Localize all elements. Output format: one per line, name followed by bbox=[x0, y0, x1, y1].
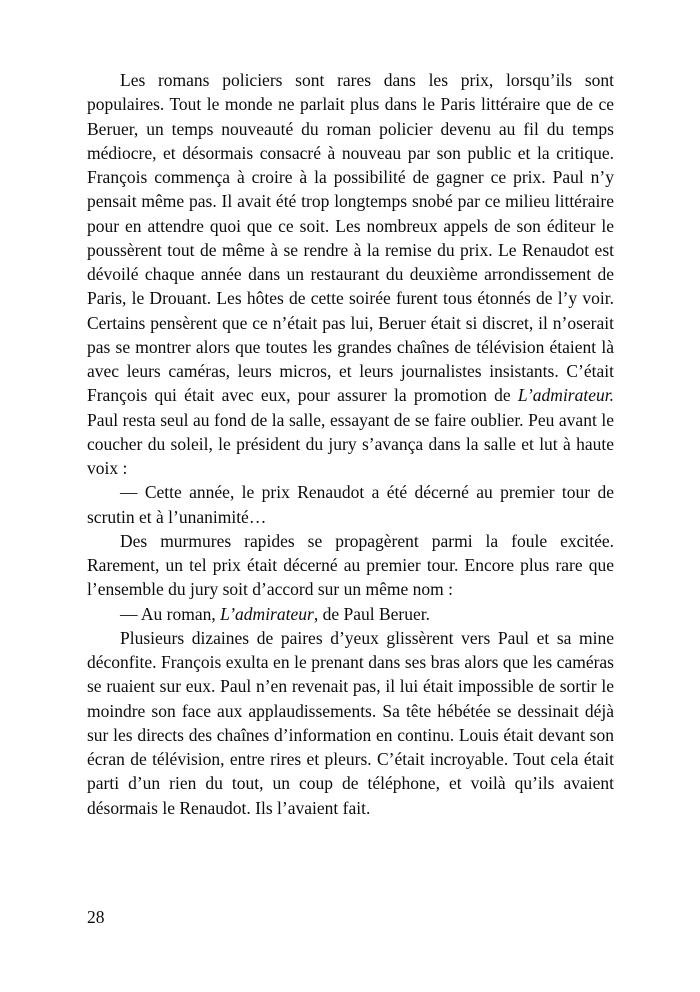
text-run: — Cette année, le prix Renaudot a été décerné au premier tour de scrutin et à l’unanimité… bbox=[87, 482, 614, 527]
text-run: Des murmures rapides se propagèrent parmi la foule excitée. Rarement, un tel prix était décerné au premier tour. Encore plus rare que l’ensemble du jury soit d’accord sur un même nom : bbox=[87, 530, 614, 600]
paragraph bbox=[87, 602, 614, 626]
paragraph bbox=[87, 529, 614, 602]
paragraph bbox=[87, 68, 614, 480]
page-number: 28 bbox=[87, 907, 105, 927]
text-run: — Au roman, bbox=[120, 603, 221, 624]
italic-run: L’admirateur. bbox=[517, 385, 614, 406]
italic-run: L’admirateur bbox=[220, 603, 314, 624]
text-run: Paul resta seul au fond de la salle, essayant de se faire oublier. Peu avant le coucher du soleil, le président du jury s’avança dans la salle et lut à haute voix : bbox=[87, 409, 614, 478]
paragraph bbox=[87, 626, 614, 820]
text-run: , de Paul Beruer. bbox=[313, 603, 430, 624]
text-block bbox=[87, 68, 614, 820]
text-run: Plusieurs dizaines de paires d’yeux glissèrent vers Paul et sa mine déconfite. François exulta en le prenant dans ses bras alors que les caméras se ruaient sur eux. Paul n’en revenait pas, il lui était impossible de sortir le moindre son face aux applaudissements. Sa tête hébétée se dessinait déjà sur les directs des chaînes d’information en continu. Louis était devant son écran de télévision, entre rires et pleurs. C’était incroyable. Tout cela était parti d’un rien du tout, un coup de téléphone, et voilà qu’ils avaient désormais le Renaudot. Ils l’avaient fait. bbox=[87, 627, 614, 818]
text-run: Les romans policiers sont rares dans les prix, lorsqu’ils sont populaires. Tout le monde ne parlait plus dans le Paris littéraire que de ce Beruer, un temps nouveauté du roman policier devenu au fil du temps médiocre, et désormais consacré à nouveau par son public et la critique. François commença à croire à la possibilité de gagner ce prix. Paul n’y pensait même pas. Il avait été trop longtemps snobé par ce milieu littéraire pour en attendre quoi que ce soit. Les nombreux appels de son éditeur le poussèrent tout de même à se rendre à la remise du prix. Le Renaudot est dévoilé chaque année dans un restaurant du deuxième arrondissement de Paris, le Drouant. Les hôtes de cette soirée furent tous étonnés de l’y voir. Certains pensèrent que ce n’était pas lui, Beruer était si discret, il n’oserait pas se montrer alors que toutes les grandes chaînes de télévision étaient là avec leurs caméras, leurs micros, et leurs journalistes insistants. C’était François qui était avec eux, pour assurer la promotion de bbox=[87, 70, 614, 406]
paragraph bbox=[87, 480, 614, 529]
